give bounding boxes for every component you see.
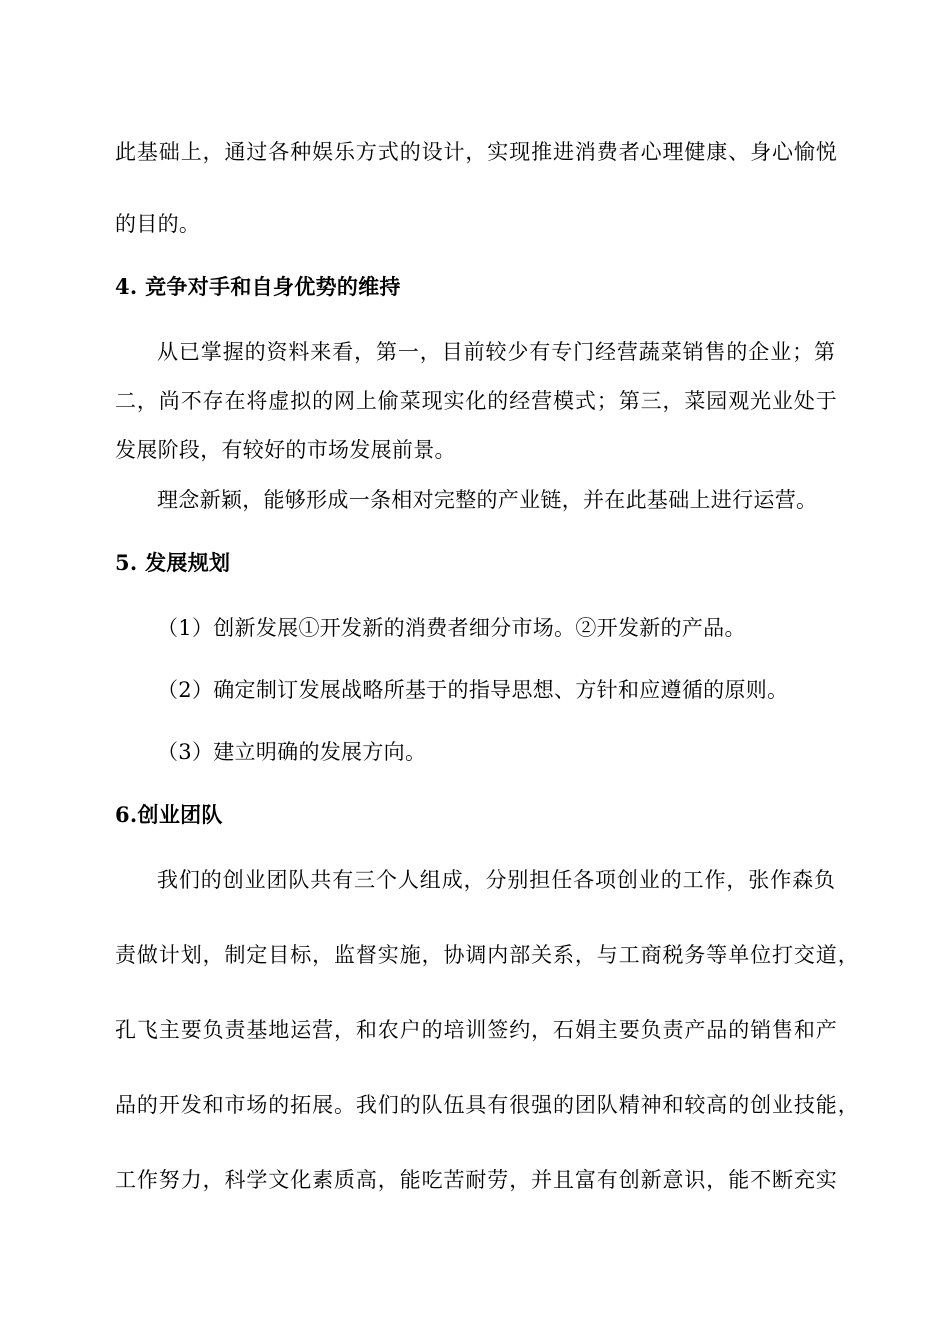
body-text-line: 我们的创业团队共有三个人组成，分别担任各项创业的工作，张作森负	[157, 868, 836, 892]
body-text-line: 工作努力，科学文化素质高，能吃苦耐劳，并且富有创新意识，能不断充实	[115, 1168, 838, 1192]
body-text-line: 从已掌握的资料来看，第一，目前较少有专门经营蔬菜销售的企业；第	[157, 340, 836, 364]
body-text-line: 的目的。	[115, 212, 201, 236]
body-text-line: 理念新颖，能够形成一条相对完整的产业链，并在此基础上进行运营。	[157, 488, 818, 512]
body-text-line: 品的开发和市场的拓展。我们的队伍具有很强的团队精神和较高的创业技能，	[115, 1093, 860, 1117]
section-heading-6: 6.创业团队	[115, 802, 223, 827]
list-item: （3）建立明确的发展方向。	[157, 740, 427, 764]
list-item: （1）创新发展①开发新的消费者细分市场。②开发新的产品。	[157, 616, 746, 640]
list-item: （2）确定制订发展战略所基于的指导思想、方针和应遵循的原则。	[157, 678, 789, 702]
section-heading-4: 4. 竞争对手和自身优势的维持	[115, 274, 401, 299]
body-text-line: 责做计划，制定目标，监督实施，协调内部关系，与工商税务等单位打交道，	[115, 943, 860, 967]
body-text-line: 孔飞主要负责基地运营，和农户的培训签约，石娟主要负责产品的销售和产	[115, 1018, 838, 1042]
section-heading-5: 5. 发展规划	[115, 550, 231, 575]
body-text-line: 二，尚不存在将虚拟的网上偷菜现实化的经营模式；第三，菜园观光业处于	[115, 389, 838, 413]
body-text-line: 发展阶段，有较好的市场发展前景。	[115, 438, 456, 462]
body-text-line: 此基础上，通过各种娱乐方式的设计，实现推进消费者心理健康、身心愉悦	[115, 140, 838, 164]
